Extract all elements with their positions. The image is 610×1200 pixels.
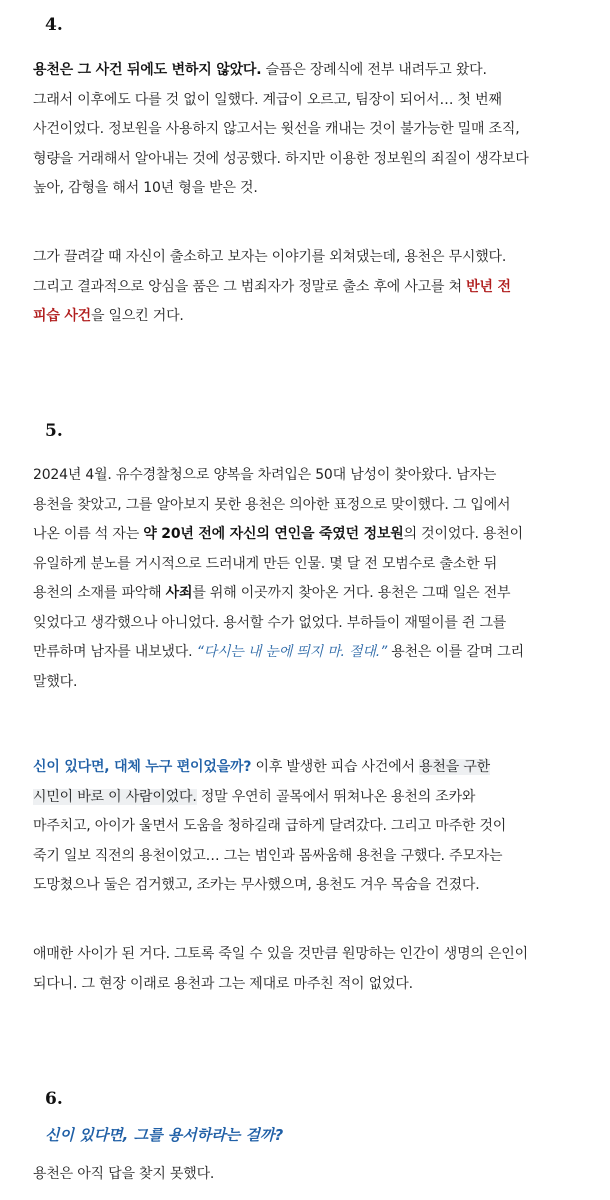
text-segment: 2024년 4월. 유수경찰청으로 양복을 차려입은 50대 남성이 찾아왔다. 남자는 [33, 467, 497, 483]
text-segment: 그가 끌려갈 때 자신이 출소하고 보자는 이야기를 외쳐댔는데, 용천은 무시했다. [33, 249, 507, 265]
text-segment: 형량을 거래해서 알아내는 것에 성공했다. 하지만 이용한 정보원의 죄질이 생각보다 [33, 150, 529, 167]
text-line [33, 115, 578, 145]
section-5-paragraph-2 [33, 753, 578, 901]
text-line [33, 520, 578, 550]
text-line [33, 550, 578, 580]
section-5-number: 5. [45, 421, 63, 441]
text-line [33, 970, 578, 1000]
text-line [33, 461, 578, 491]
quote: “다시는 내 눈에 띄지 마. 절대.” [196, 644, 387, 660]
text-segment: 그래서 이후에도 다를 것 없이 일했다. 계급이 오르고, 팀장이 되어서… 첫 번째 [33, 91, 502, 108]
red-highlight: 반년 전 [466, 278, 511, 295]
text-segment: 애매한 사이가 된 거다. 그토록 죽일 수 있을 것만큼 원망하는 인간이 생명의 은인이 [33, 946, 528, 962]
bold-phrase: 약 20년 전에 자신의 연인을 죽였던 정보원 [143, 526, 404, 542]
text-segment: 만류하며 남자를 내보냈다. [33, 644, 197, 660]
text-segment: 되다니. 그 현장 이래로 용천과 그는 제대로 마주친 적이 없었다. [33, 975, 413, 992]
text-line [33, 812, 578, 842]
text-line [33, 491, 578, 521]
text-line [33, 302, 578, 332]
text-line [33, 842, 578, 872]
text-segment: 을 일으킨 거다. [90, 308, 184, 324]
section-4-paragraph-2 [33, 243, 578, 332]
section-5-paragraph-1 [33, 461, 578, 697]
highlighted-phrase: 용천을 구한 [419, 759, 490, 775]
text-line [33, 273, 578, 303]
text-segment: 사건이었다. 정보원을 사용하지 않고서는 윗선을 캐내는 것이 불가능한 밀매 조직, [33, 121, 520, 137]
section-4-paragraph-1 [33, 56, 578, 204]
text-segment: 이후 발생한 피습 사건에서 [251, 759, 420, 775]
text-line [33, 638, 578, 668]
bold-phrase: 용천은 그 사건 뒤에도 변하지 않았다. [33, 62, 262, 78]
text-segment: 높아, 감형을 해서 10년 형을 받은 것. [33, 180, 258, 196]
text-line [33, 783, 578, 813]
text-segment: 유일하게 분노를 거시적으로 드러내게 만든 인물. 몇 달 전 모범수로 출소한 뒤 [33, 555, 498, 572]
text-line [33, 1160, 578, 1190]
text-segment: 용천의 소재를 파악해 [33, 585, 166, 601]
text-segment: 마주치고, 아이가 울면서 도움을 청하길래 급하게 달려갔다. 그리고 마주한 것이 [33, 818, 507, 834]
text-line [33, 668, 578, 698]
text-segment: 말했다. [33, 673, 78, 690]
text-segment: 죽기 일보 직전의 용천이었고… 그는 범인과 몸싸움해 용천을 구했다. 주모자는 [33, 847, 503, 864]
text-segment: 용천은 아직 답을 찾지 못했다. [33, 1166, 215, 1182]
text-line [33, 174, 578, 204]
section-4-number: 4. [45, 15, 63, 35]
text-segment: 슬픔은 장례식에 전부 내려두고 왔다. [261, 62, 487, 78]
section-5-paragraph-3 [33, 940, 578, 999]
section-6-subtitle: 신이 있다면, 그를 용서하라는 걸까? [45, 1126, 284, 1144]
text-line [33, 56, 578, 86]
text-line [33, 243, 578, 273]
text-segment: 용천은 이를 갈며 그리 [387, 644, 524, 660]
text-line [33, 145, 578, 175]
text-segment: 그리고 결과적으로 앙심을 품은 그 범죄자가 정말로 출소 후에 사고를 쳐 [33, 278, 467, 295]
text-segment: 용천을 찾았고, 그를 알아보지 못한 용천은 의아한 표정으로 맞이했다. 그 입에서 [33, 496, 511, 513]
bold-phrase: 사죄 [165, 585, 193, 601]
text-segment: 정말 우연히 골목에서 뛰쳐나온 용천의 조카와 [196, 788, 476, 805]
text-line [33, 871, 578, 901]
section-6-number: 6. [45, 1089, 63, 1109]
text-segment: 도망쳤으나 둘은 검거했고, 조카는 무사했으며, 용천도 겨우 목숨을 건졌다. [33, 877, 480, 893]
text-segment: 잊었다고 생각했으나 아니었다. 용서할 수가 없었다. 부하들이 재떨이를 쥔 그를 [33, 614, 507, 631]
blue-highlight: 신이 있다면, 대체 누구 편이었을까? [33, 759, 252, 775]
text-line [33, 579, 578, 609]
text-line [33, 753, 578, 783]
text-segment: 나온 이름 석 자는 [33, 526, 144, 542]
text-segment: 를 위해 이곳까지 찾아온 거다. 용천은 그때 일은 전부 [192, 585, 511, 601]
highlighted-phrase: 시민이 바로 이 사람이었다. [33, 788, 197, 805]
section-6-paragraph-1 [33, 1160, 578, 1190]
text-segment: 의 것이었다. 용천이 [403, 526, 523, 542]
text-line [33, 940, 578, 970]
red-highlight: 피습 사건 [33, 308, 91, 324]
text-line [33, 609, 578, 639]
text-line [33, 86, 578, 116]
